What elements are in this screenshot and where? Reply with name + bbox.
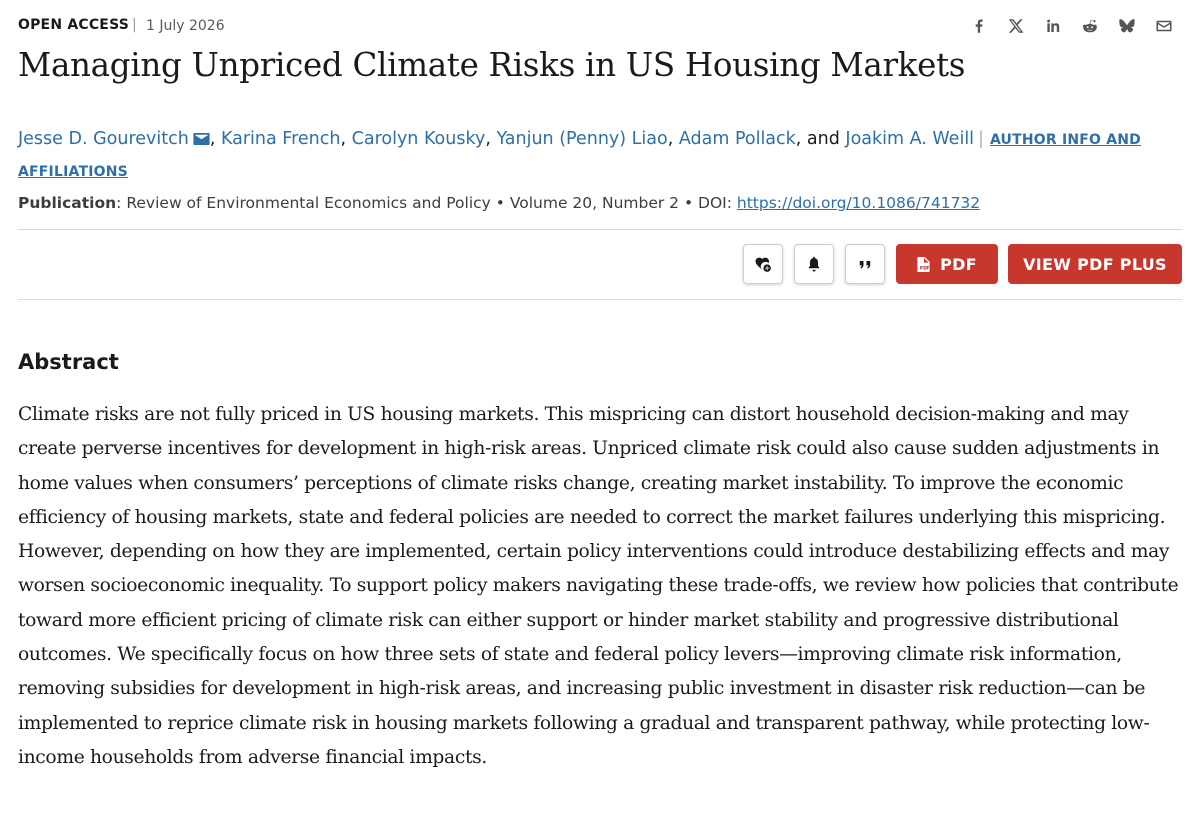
publication-date: 1 July 2026	[146, 18, 225, 34]
reddit-icon[interactable]	[1071, 14, 1108, 38]
author-list	[18, 124, 1182, 187]
doi-link[interactable]: https://doi.org/10.1086/741732	[736, 194, 981, 212]
abstract-heading: Abstract	[18, 350, 119, 374]
author-separator: ,	[340, 129, 352, 149]
author-link[interactable]: Joakim A. Weill	[845, 129, 975, 149]
view-pdf-plus-button[interactable]	[1008, 244, 1182, 284]
bell-icon	[805, 255, 823, 273]
author-link[interactable]: Yanjun (Penny) Liao	[496, 129, 668, 149]
email-icon[interactable]	[1145, 14, 1182, 38]
heart-add-icon	[754, 255, 772, 273]
bluesky-icon[interactable]	[1108, 14, 1145, 38]
open-access-badge: OPEN ACCESS	[18, 17, 130, 33]
envelope-icon[interactable]	[193, 126, 210, 156]
pdf-file-icon	[917, 257, 930, 272]
facebook-icon[interactable]	[960, 14, 997, 38]
author-link[interactable]: Jesse D. Gourevitch	[18, 129, 189, 149]
meta-separator: |	[132, 17, 137, 33]
alert-button[interactable]	[794, 244, 834, 284]
divider	[18, 299, 1182, 300]
pdf-button[interactable]	[896, 244, 998, 284]
author-separator: ,	[667, 129, 679, 149]
x-icon[interactable]	[997, 14, 1034, 38]
publication-info	[18, 194, 980, 212]
meta-bar	[18, 14, 1182, 38]
share-bar	[960, 14, 1182, 38]
volume-info: • Volume 20, Number 2 • DOI:	[490, 194, 737, 212]
view-pdf-plus-label: VIEW PDF PLUS	[1023, 254, 1167, 274]
author-info-link[interactable]: AUTHOR INFO AND AFFILIATIONS	[18, 132, 1141, 180]
linkedin-icon[interactable]	[1034, 14, 1071, 38]
pdf-button-label: PDF	[940, 254, 977, 274]
author-link[interactable]: Adam Pollack	[678, 129, 796, 149]
journal-name: : Review of Environmental Economics and Policy	[116, 194, 491, 212]
author-separator: ,	[485, 129, 497, 149]
author-link[interactable]: Carolyn Kousky	[351, 129, 486, 149]
divider	[18, 229, 1182, 230]
affiliation-divider: |	[978, 129, 984, 149]
quote-icon	[856, 255, 874, 273]
abstract-text: Climate risks are not fully priced in US housing markets. This mispricing can distort household decision-making and may create perverse incentives for development in high-risk areas. Unpriced climate risk could also cause sudden adjustments in home values when consumers’ perceptions of climate risks change, creating market instability. To improve the economic efficiency of housing markets, state and federal policies are needed to correct the market failures underlying this mispricing. However, depending on how they are implemented, certain policy interventions could introduce destabilizing effects and may worsen socioeconomic inequality. To support policy makers navigating these trade-offs, we review how policies that contribute toward more efficient pricing of climate risk can either support or hinder market stability and progressive distributional outcomes. We specifically focus on how three sets of state and federal policy levers—improving climate risk information, removing subsidies for development in high-risk areas, and increasing public investment in disaster risk reduction—can be implemented to reprice climate risk in housing markets following a gradual and transparent pathway, while protecting low-income households from adverse financial impacts.	[18, 404, 1179, 768]
author-separator: ,	[209, 129, 221, 149]
article-toolbar	[743, 244, 1182, 284]
publication-label: Publication	[18, 194, 117, 212]
cite-button[interactable]	[845, 244, 885, 284]
author-link[interactable]: Karina French	[220, 129, 341, 149]
favorite-button[interactable]	[743, 244, 783, 284]
author-separator: , and	[795, 129, 846, 149]
article-title: Managing Unpriced Climate Risks in US Housing Markets	[18, 46, 966, 84]
